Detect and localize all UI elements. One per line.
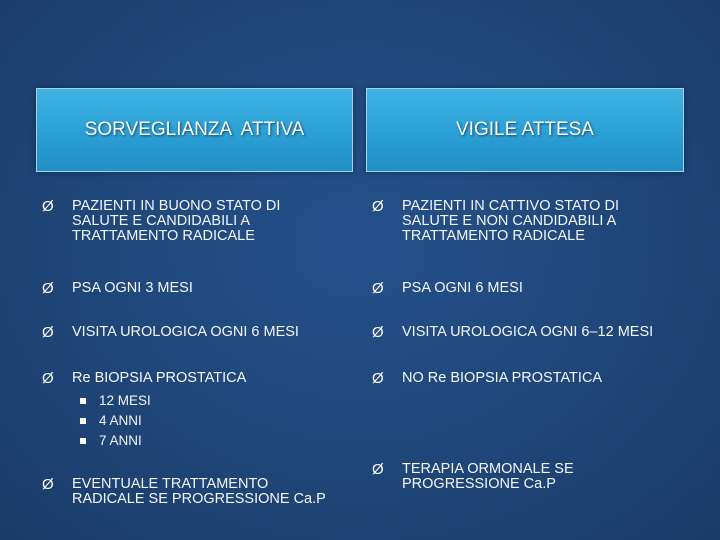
arrow-bullet-icon: Ø: [372, 198, 384, 215]
left-item-5-text: EVENTUALE TRATTAMENTO RADICALE SE PROGRESSIONE Ca.P: [72, 476, 326, 507]
right-item-3: [372, 325, 653, 340]
left-item-2-text: PSA OGNI 3 MESI: [72, 280, 193, 296]
left-item-3-text: VISITA UROLOGICA OGNI 6 MESI: [72, 324, 299, 340]
square-bullet-icon: [80, 438, 86, 444]
left-subitem-1-text: 12 MESI: [99, 393, 151, 408]
left-item-1-text: PAZIENTI IN BUONO STATO DI SALUTE E CANDIDABILI A TRATTAMENTO RADICALE: [72, 198, 281, 244]
left-subitem-2: [80, 413, 142, 428]
arrow-bullet-icon: Ø: [372, 461, 384, 478]
arrow-bullet-icon: Ø: [42, 198, 54, 215]
left-subitem-1: [80, 393, 151, 408]
arrow-bullet-icon: Ø: [372, 370, 384, 387]
header-vigile-attesa: [366, 88, 684, 172]
square-bullet-icon: [80, 398, 86, 404]
arrow-bullet-icon: Ø: [42, 280, 54, 297]
left-item-1: [42, 199, 280, 244]
left-subitem-2-text: 4 ANNI: [99, 413, 142, 428]
arrow-bullet-icon: Ø: [42, 324, 54, 341]
header-right-label: VIGILE ATTESA: [456, 119, 594, 140]
right-item-4: [372, 371, 602, 386]
right-item-2-text: PSA OGNI 6 MESI: [402, 280, 523, 296]
left-item-5: [42, 477, 326, 507]
right-item-1: [372, 199, 619, 244]
left-item-2: [42, 281, 193, 296]
right-item-2: [372, 281, 523, 296]
header-sorveglianza-attiva: [36, 88, 353, 172]
arrow-bullet-icon: Ø: [42, 370, 54, 387]
right-item-5: [372, 462, 574, 492]
right-item-1-text: PAZIENTI IN CATTIVO STATO DI SALUTE E NON CANDIDABILI A TRATTAMENTO RADICALE: [402, 198, 619, 244]
arrow-bullet-icon: Ø: [42, 476, 54, 493]
right-item-3-text: VISITA UROLOGICA OGNI 6–12 MESI: [402, 324, 654, 340]
left-item-4-text: Re BIOPSIA PROSTATICA: [72, 370, 247, 386]
left-subitem-3-text: 7 ANNI: [99, 433, 142, 448]
header-left-label: SORVEGLIANZA ATTIVA: [84, 119, 305, 140]
square-bullet-icon: [80, 418, 86, 424]
left-item-3: [42, 325, 299, 340]
right-item-4-text: NO Re BIOPSIA PROSTATICA: [402, 370, 603, 386]
arrow-bullet-icon: Ø: [372, 324, 384, 341]
arrow-bullet-icon: Ø: [372, 280, 384, 297]
right-item-5-text: TERAPIA ORMONALE SE PROGRESSIONE Ca.P: [402, 461, 574, 492]
left-item-4: [42, 371, 246, 386]
left-subitem-3: [80, 433, 142, 448]
